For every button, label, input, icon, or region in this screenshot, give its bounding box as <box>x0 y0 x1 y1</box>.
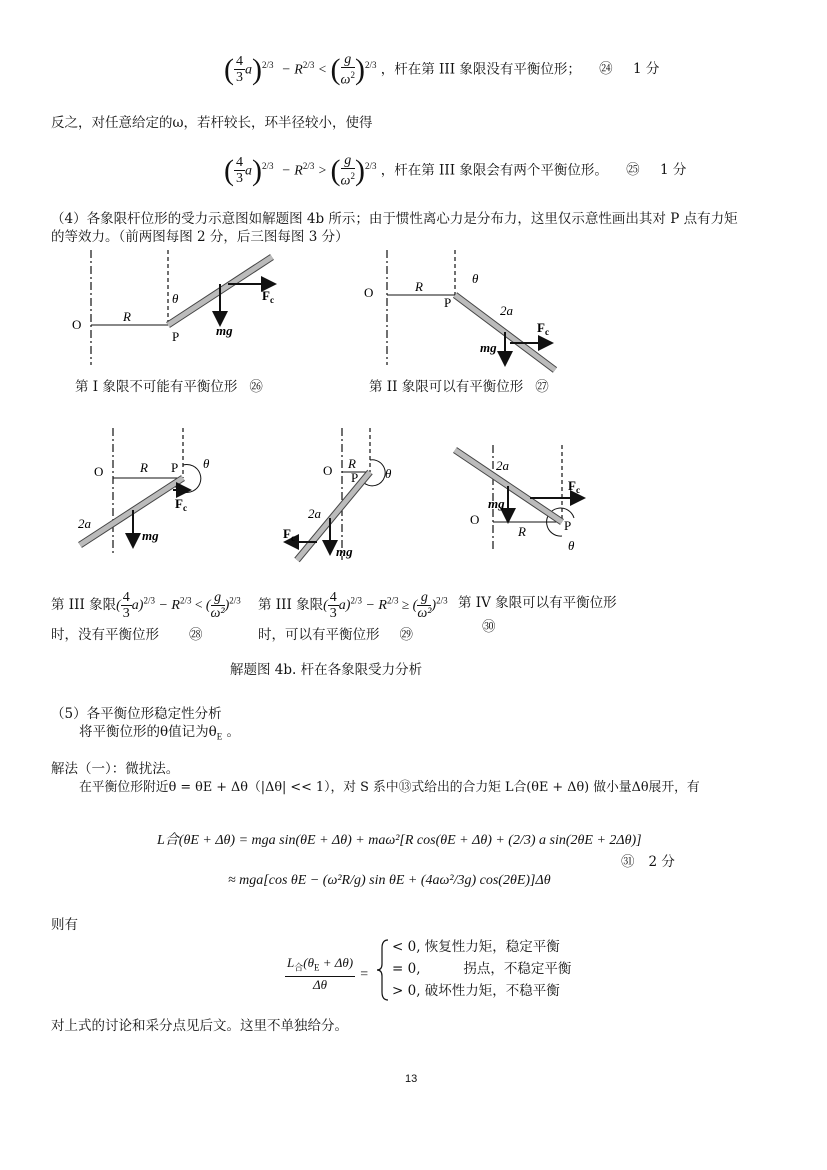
q3a-P: P <box>171 460 179 475</box>
diagram-quadrant-3b <box>275 420 425 565</box>
q1-theta: θ <box>172 291 179 306</box>
caption-q3a-2: 时，没有平衡位形 ㉘ <box>51 627 203 643</box>
q3a-O: O <box>94 464 104 479</box>
q3a-R: R <box>140 460 148 475</box>
section5-title: （5）各平衡位形稳定性分析 <box>51 706 222 722</box>
q2-mg: mg <box>480 340 497 355</box>
q3b-Fc: $F_c$ <box>283 526 295 543</box>
eq31-line2: ≈ mga[cos θE − (ω²R/g) sin θE + (4aω²/3g) cos(2θE)]Δθ <box>228 873 551 888</box>
diagram-quadrant-1 <box>60 245 300 370</box>
q3a-Fc: $F_c$ <box>175 496 187 513</box>
caption-q3a: 第 III 象限( $\frac{4}{3}$ $a)^{2/3} - R^{2/3}$ < ( $\frac{g}{\text{ω²}}$ )$^{2/3}$ <box>51 590 241 621</box>
piecewise-brace <box>376 938 390 1002</box>
q3b-R: R <box>348 456 356 471</box>
eq24-text: ，杆在第 III 象限没有平衡位形； <box>380 61 581 78</box>
caption-q2: 第 II 象限可以有平衡位形 ㉗ <box>369 379 549 395</box>
eq31-num: ㉛ 2 分 <box>621 854 675 870</box>
caption-q1: 第 I 象限不可能有平衡位形 ㉖ <box>75 379 263 395</box>
q3b-theta: θ <box>385 466 392 481</box>
q1-R: R <box>123 309 131 324</box>
q3b-P: P <box>351 470 359 485</box>
q2-Fc: $F_c$ <box>537 320 549 337</box>
q4-Fc: $F_c$ <box>568 478 580 495</box>
caption-q4-num: ㉚ <box>482 619 496 635</box>
section5-note: 对上式的讨论和采分点见后文。这里不单独给分。 <box>51 1018 348 1034</box>
q4-R: R <box>518 524 526 539</box>
piecewise-fraction: $\frac{L_合(\theta_E + \Delta\theta)}{\Delta\theta}$ = <box>287 955 369 992</box>
q4-P: P <box>564 518 572 533</box>
section4-line2: 的等效力。（前两图每图 2 分，后三图每图 3 分） <box>51 229 349 245</box>
diagram-quadrant-4 <box>450 440 600 560</box>
q1-mg: mg <box>216 323 233 338</box>
eq24-score: 1 分 <box>632 61 660 78</box>
expand-text: 在平衡位形附近θ = θE + Δθ（|Δθ| << 1），对 S 系中⑬式给出的合力矩 L合(θE + Δθ) 做小量Δθ展开，有 <box>79 780 700 795</box>
line-reverse: 反之，对任意给定的ω，若杆较长，环半径较小，使得 <box>51 115 373 131</box>
q4-mg: mg <box>488 496 505 511</box>
q3b-O: O <box>323 463 333 478</box>
diagram-quadrant-2 <box>360 245 580 375</box>
q2-P: P <box>444 295 452 310</box>
eq24-num: ㉔ <box>599 61 613 78</box>
q2-O: O <box>364 285 374 300</box>
page-number: 13 <box>405 1073 418 1085</box>
diagram-quadrant-3a <box>70 420 240 560</box>
q1-Fc: $F_c$ <box>262 288 274 305</box>
eq31-line1: L合(θE + Δθ) = mga sin(θE + Δθ) + maω²[R cos(θE + Δθ) + (2/3) a sin(2θE + 2Δθ)] <box>157 833 642 848</box>
q3b-2a: 2a <box>308 506 321 521</box>
case-1: < 0, 恢复性力矩，稳定平衡 <box>392 939 560 955</box>
q4-theta: θ <box>568 538 575 553</box>
case-3: > 0, 破坏性力矩，不稳平衡 <box>392 983 560 999</box>
q3a-mg: mg <box>142 528 159 543</box>
q2-R: R <box>415 279 423 294</box>
method1: 解法（一）：微扰法。 <box>51 761 180 777</box>
q1-P: P <box>172 329 180 344</box>
q3b-mg: mg <box>336 544 353 559</box>
equation-25: ( $\frac{4}{3}$ $a)^{2/3} - R^{2/3}$ > ( $\frac{g}{\omega^2}$ )$^{2/3}$ ，杆在第 III 象限会有两个平衡位形。 ㉕ 1 分 <box>224 153 687 189</box>
eq25-num: ㉕ <box>626 162 640 179</box>
q2-2a: 2a <box>500 303 513 318</box>
case-2: = 0, 拐点，不稳定平衡 <box>392 961 572 977</box>
section4-line1: （4）各象限杆位形的受力示意图如解题图 4b 所示；由于惯性离心力是分布力，这里仅示意性画出其对 P 点有力矩 <box>51 211 738 227</box>
eq25-score: 1 分 <box>659 162 687 179</box>
eq25-text: ，杆在第 III 象限会有两个平衡位形。 <box>380 162 608 179</box>
caption-q3b: 第 III 象限( $\frac{4}{3}$ $a)^{2/3} - R^{2/3}$ ≥ ( $\frac{g}{\text{ω²}}$ )$^{2/3}$ <box>258 590 448 621</box>
q1-O: O <box>72 317 82 332</box>
q3a-theta: θ <box>203 456 210 471</box>
figure-caption: 解题图 4b. 杆在各象限受力分析 <box>230 662 423 678</box>
caption-q3b-2: 时，可以有平衡位形 ㉙ <box>258 627 413 643</box>
section5-line1: 将平衡位形的θ值记为$\theta_E$ 。 <box>79 724 241 742</box>
then: 则有 <box>51 917 78 933</box>
q3a-2a: 2a <box>78 516 91 531</box>
q2-theta: θ <box>472 271 479 286</box>
caption-q4: 第 IV 象限可以有平衡位形 <box>458 595 617 611</box>
q4-2a: 2a <box>496 458 509 473</box>
equation-24: ( $\frac{4}{3}$ $a)^{2/3} - R^{2/3}$ < ( $\frac{g}{\omega^2}$ )$^{2/3}$ ，杆在第 III 象限没有平衡位形； ㉔ 1 分 <box>224 52 660 88</box>
q4-O: O <box>470 512 480 527</box>
